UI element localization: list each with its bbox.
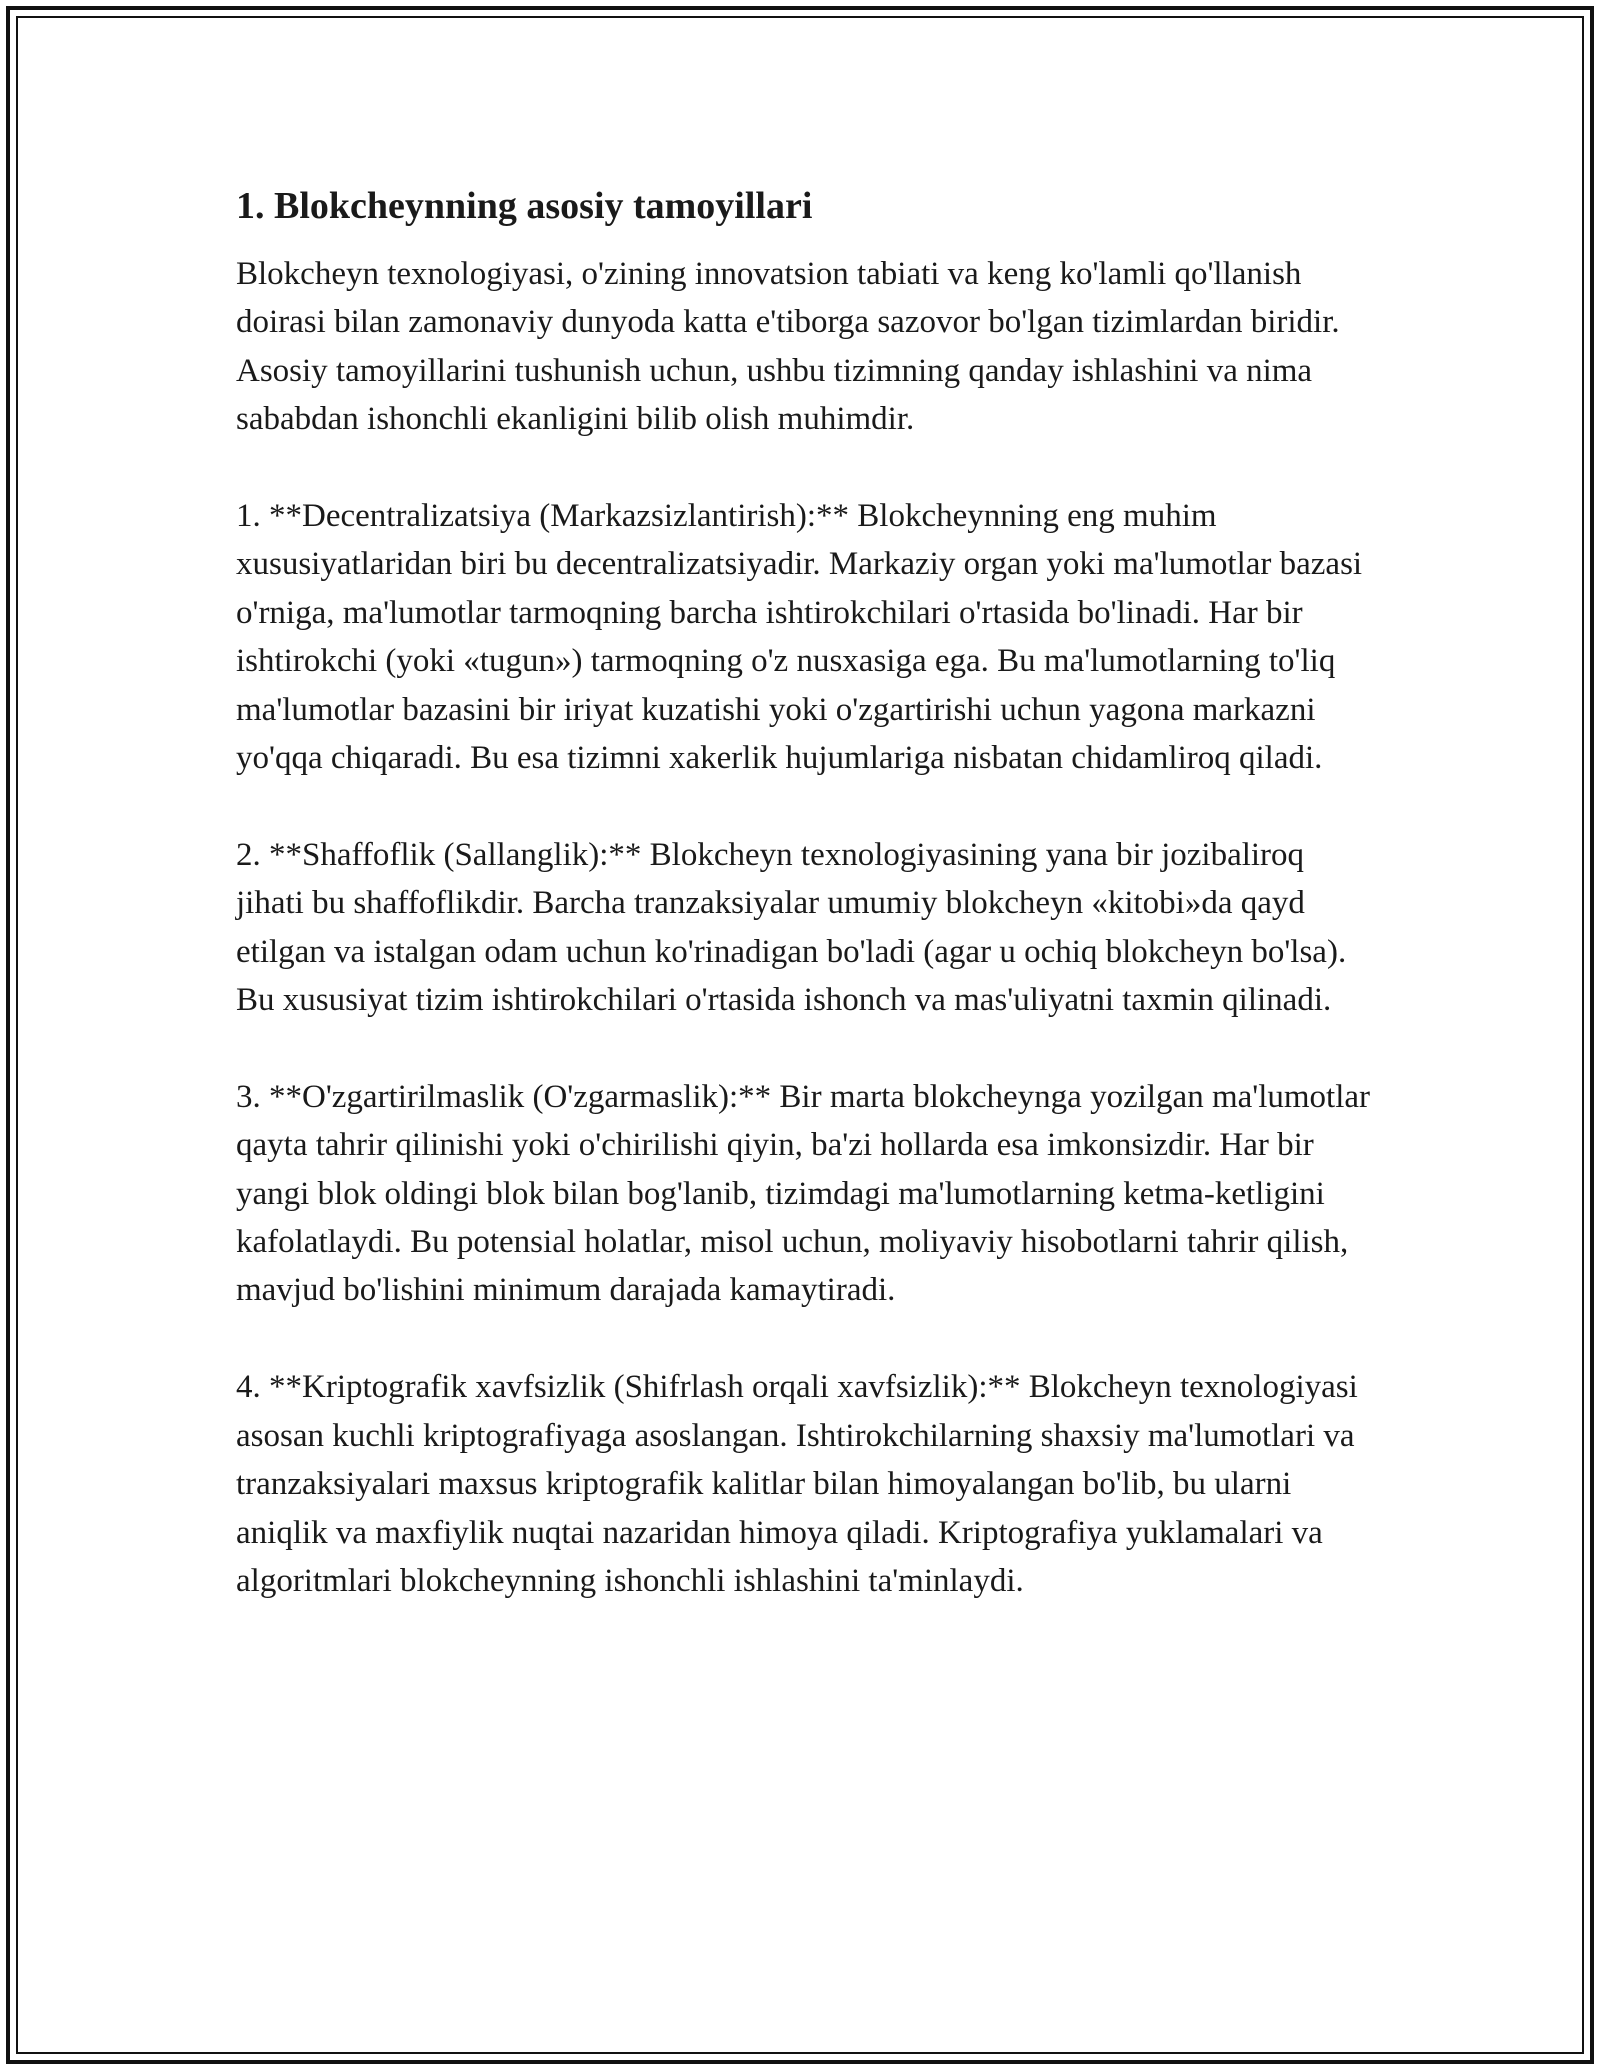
document-body (236, 182, 1376, 1654)
document-title: 1. Blokcheynning asosiy tamoyillari (236, 185, 813, 227)
principle-transparency-paragraph: 2. **Shaffoflik (Sallanglik):** Blokcheyn texnologiyasining yana bir jozibaliroq jihati bu shaffoflikdir. Barcha tranzaksiyalar umumiy blokcheyn «kitobi»da qayd etilgan va istalgan odam uchun ko'rinadigan bo'ladi (agar u ochiq blokcheyn bo'lsa). Bu xususiyat tizim ishtirokchilari o'rtasida ishonch va mas'uliyatni taxmin qilinadi. (236, 836, 1347, 1019)
principle-cryptographic-security-paragraph: 4. **Kriptografik xavfsizlik (Shifrlash orqali xavfsizlik):** Blokcheyn texnologiyasi asosan kuchli kriptografiyaga asoslangan. Ishtirokchilarning shaxsiy ma'lumotlari va tranzaksiyalari maxsus kriptografik kalitlar bilan himoyalangan bo'lib, bu ularni aniqlik va maxfiylik nuqtai nazaridan himoya qiladi. Kriptografiya yuklamalari va algoritmlari blokcheynning ishonchli ishlashini ta'minlaydi. (236, 1369, 1358, 1599)
intro-paragraph: Blokcheyn texnologiyasi, o'zining innovatsion tabiati va keng ko'lamli qo'llanish doirasi bilan zamonaviy dunyoda katta e'tiborga sazovor bo'lgan tizimlardan biridir. Asosiy tamoyillarini tushunish uchun, ushbu tizimning qanday ishlashini va nima sababdan ishonchli ekanligini bilib olish muhimdir. (236, 256, 1340, 438)
principle-decentralization-paragraph: 1. **Decentralizatsiya (Markazsizlantirish):** Blokcheynning eng muhim xususiyatlaridan biri bu decentralizatsiyadir. Markaziy organ yoki ma'lumotlar bazasi o'rniga, ma'lumotlar tarmoqning barcha ishtirokchilari o'rtasida bo'linadi. Har bir ishtirokchi (yoki «tugun») tarmoqning o'z nusxasiga ega. Bu ma'lumotlarning to'liq ma'lumotlar bazasini bir iriyat kuzatishi yoki o'zgartirishi uchun yagona markazni yo'qqa chiqaradi. Bu esa tizimni xakerlik hujumlariga nisbatan chidamliroq qiladi. (236, 498, 1363, 777)
principle-immutability-paragraph: 3. **O'zgartirilmaslik (O'zgarmaslik):** Bir marta blokcheynga yozilgan ma'lumotlar qayta tahrir qilinishi yoki o'chirilishi qiyin, ba'zi hollarda esa imkonsizdir. Har bir yangi blok oldingi blok bilan bog'lanib, tizimdagi ma'lumotlarning ketma-ketligini kafolatlaydi. Bu potensial holatlar, misol uchun, moliyaviy hisobotlarni tahrir qilish, mavjud bo'lishini minimum darajada kamaytiradi. (236, 1078, 1371, 1309)
